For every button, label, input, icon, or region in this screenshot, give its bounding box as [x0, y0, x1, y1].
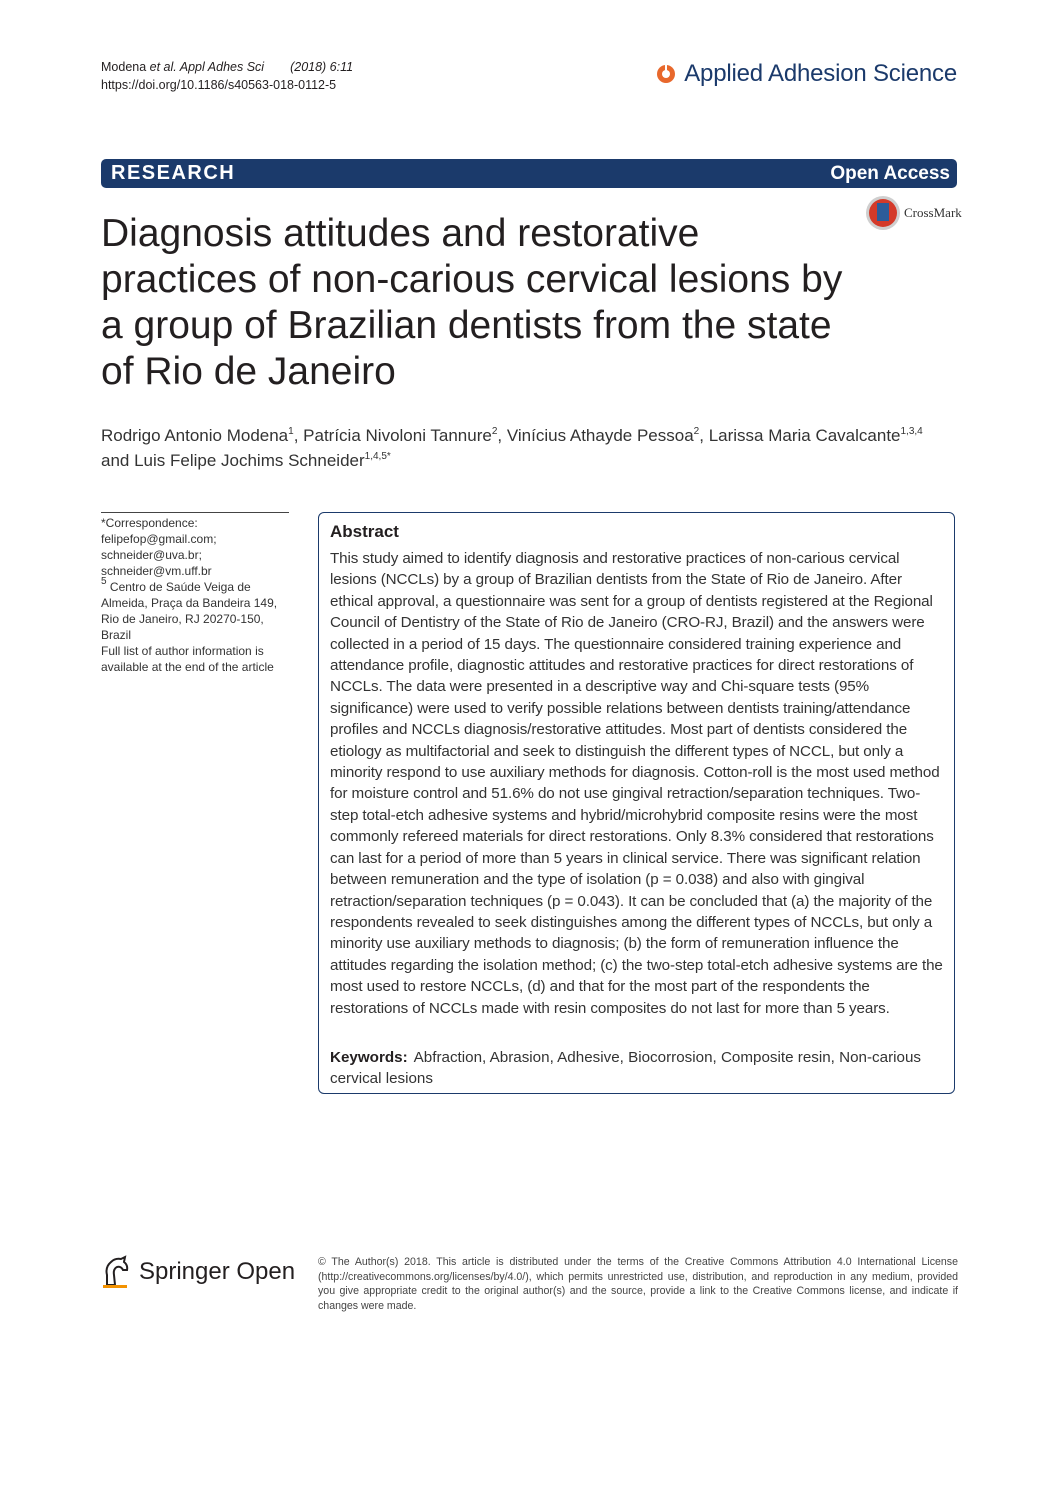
springer-wordmark: Springer: [139, 1258, 230, 1285]
author-name[interactable]: Larissa Maria Cavalcante: [708, 426, 901, 445]
correspondence-divider: [101, 512, 289, 513]
affiliation-number: 5: [101, 576, 107, 587]
crossmark-badge[interactable]: [866, 196, 962, 230]
correspondence-email[interactable]: felipefop@gmail.com;: [101, 532, 217, 546]
author-name[interactable]: and Luis Felipe Jochims Schneider: [101, 451, 365, 470]
license-statement: © The Author(s) 2018. This article is distributed under the terms of the Creative Commons Attribution 4.0 International License (http://creativecommons.org/licenses/by/4.0/), which permits unrestricted use, distribution, and reproduction in any medium, provided you give appropriate credit to the original author(s) and the source, provide a link to the Creative Commons license, and indicate if changes were made.: [318, 1256, 958, 1312]
open-access-label: Open Access: [830, 163, 950, 184]
correspondence-email[interactable]: schneider@uva.br;: [101, 548, 202, 562]
author-affiliation: 1,3,4: [900, 426, 923, 437]
article-title: Diagnosis attitudes and restorative practices of non-carious cervical lesions by a group of Brazilian dentists from the state of Rio de Janeiro: [101, 212, 843, 393]
keywords-label: Keywords:: [330, 1049, 408, 1066]
author-separator: ,: [699, 426, 709, 445]
author-separator: ,: [497, 426, 507, 445]
citation-author: Modena: [101, 60, 150, 74]
author-list: [101, 423, 961, 473]
doi-link[interactable]: https://doi.org/10.1186/s40563-018-0112-5: [101, 78, 337, 92]
author-affiliation: 2: [491, 426, 498, 437]
journal-logo-icon: [656, 64, 676, 84]
journal-name: Applied Adhesion Science: [684, 60, 957, 87]
citation-year: (2018) 6:11: [290, 60, 354, 74]
crossmark-label: CrossMark: [904, 205, 962, 220]
citation-journal: et al. Appl Adhes Sci: [149, 60, 265, 74]
crossmark-icon: [866, 196, 900, 230]
author-affiliation: 1: [288, 426, 294, 437]
correspondence-heading: *Correspondence:: [101, 516, 198, 530]
author-name[interactable]: Vinícius Athayde Pessoa: [506, 426, 694, 445]
correspondence-email[interactable]: schneider@vm.uff.br: [101, 564, 212, 578]
open-wordmark: Open: [236, 1258, 296, 1285]
springer-horse-icon: [101, 1255, 131, 1289]
author-name[interactable]: Rodrigo Antonio Modena: [101, 426, 289, 445]
article-type-label: RESEARCH: [111, 162, 236, 184]
author-separator: ,: [293, 426, 304, 445]
citation-block: [101, 58, 353, 94]
author-name[interactable]: Patrícia Nivoloni Tannure: [303, 426, 492, 445]
abstract-heading: Abstract: [330, 522, 399, 541]
correspondence-block: [101, 515, 291, 675]
correspondence-affiliation: [101, 576, 291, 643]
author-info-note: Full list of author information is available at the end of the article: [101, 644, 274, 674]
abstract-body: This study aimed to identify diagnosis and restorative practices of non-carious cervical lesions (NCCLs) by a group of Brazilian dentists from the State of Rio de Janeiro. After ethical approval, a questionnaire was sent for a group of dentists registered at the Regional Council of Dentistry of the State of Rio de Janeiro (CRO-RJ, Brazil) and the answers were collected in a period of 15 days. The questionnaire considered training experience and attendance profile, diagnostic attitudes and restorative practices for direct restorations of NCCLs. The data were presented in a descriptive way and Chi-square tests (95% significance) were used to verify possible relations between dentists training/attendance profiles and NCCLs diagnosis/restorative attitudes. Most part of dentists considered the etiology as multifactorial and seek to distinguish the different types of NCCL, but only a minority respond to use auxiliary methods for diagnosis. Cotton-roll is the most used method for moisture control and 51.6% do not use gingival retraction/separation techniques. Two-step total-etch adhesive systems and hybrid/microhybrid composite resins were the most commonly refereed materials for direct restorations. Only 8.3% considered that restorations can last for a period of more than 5 years in clinical service. There was significant relation between remuneration and the type of isolation (p = 0.038) and also with gingival retraction/separation techniques (p = 0.043). It can be concluded that (a) the majority of the respondents revealed to seek distinguishes among the different types of NCCLs, but only a minority use auxiliary methods to diagnosis; (b) the form of remuneration influence the attitudes regarding the isolation method; (c) the two-step total-etch adhesive systems are the most used to restore NCCLs, (d) and that for the most part of the respondents the restorations of NCCLs made with resin composites do not last for more than 5 years.: [330, 550, 943, 1017]
affiliation-text: Centro de Saúde Veiga de Almeida, Praça da Bandeira 149, Rio de Janeiro, RJ 20270-150, Brazil: [101, 580, 278, 642]
author-affiliation: 1,4,5*: [364, 451, 391, 462]
author-affiliation: 2: [693, 426, 700, 437]
journal-brand: [656, 60, 957, 88]
springer-open-logo: [101, 1255, 295, 1289]
keywords-list: Abfraction, Abrasion, Adhesive, Biocorrosion, Composite resin, Non-carious cervical lesions: [330, 1049, 921, 1088]
keywords-block: [330, 1047, 947, 1090]
